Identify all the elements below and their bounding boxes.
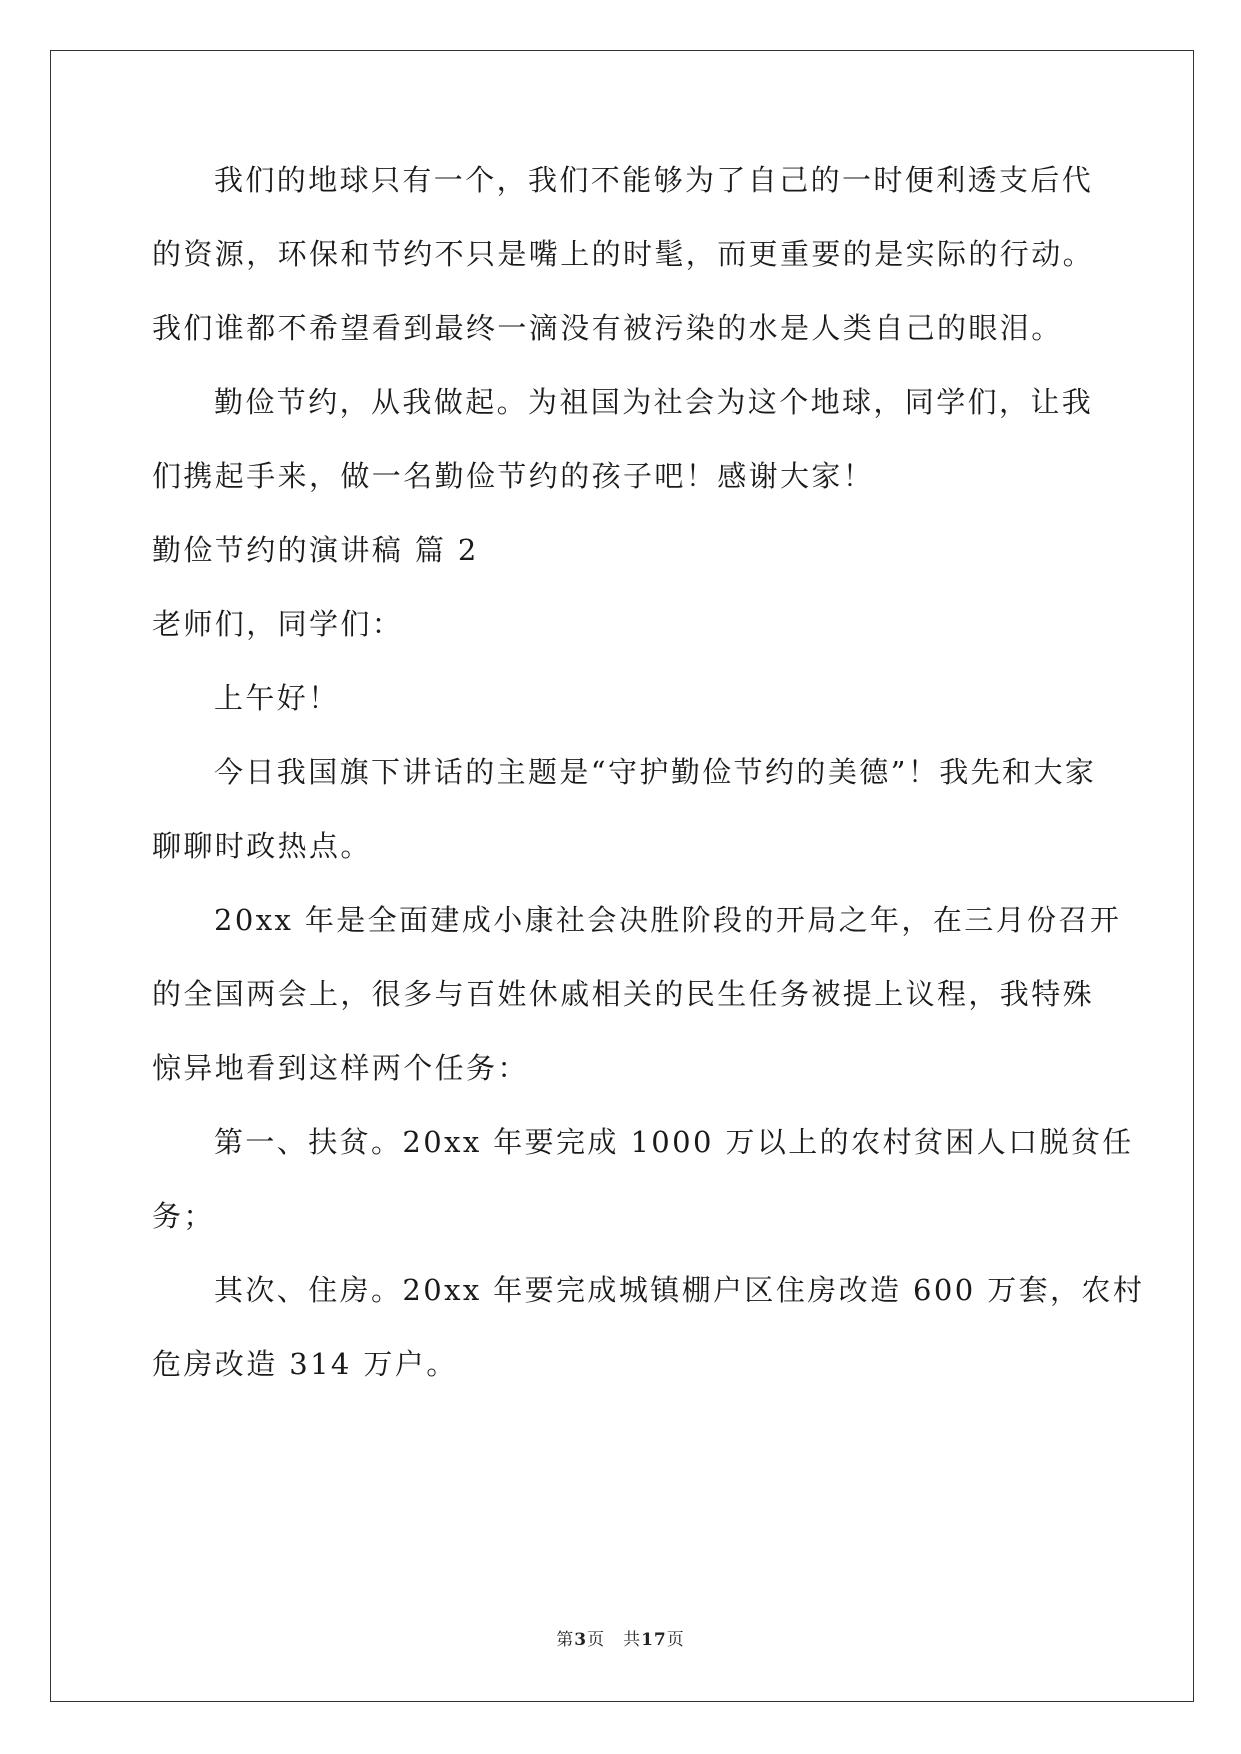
salutation: 老师们，同学们： [152,607,404,641]
paragraph-line: 其次、住房。20xx 年要完成城镇棚户区住房改造 600 万套，农村 [214,1273,1145,1307]
paragraph-line: 们携起手来，做一名勤俭节约的孩子吧！感谢大家！ [152,459,875,493]
paragraph-line: 聊聊时政热点。 [152,829,372,863]
paragraph-line: 今日我国旗下讲话的主题是“守护勤俭节约的美德”！我先和大家 [214,755,1097,789]
paragraph-line: 我们的地球只有一个，我们不能够为了自己的一时便利透支后代 [214,163,1094,197]
paragraph-line: 20xx 年是全面建成小康社会决胜阶段的开局之年，在三月份召开 [214,903,1122,937]
paragraph-line: 勤俭节约，从我做起。为祖国为社会为这个地球，同学们，让我 [214,385,1094,419]
paragraph-line: 的全国两会上，很多与百姓休戚相关的民生任务被提上议程，我特殊 [152,977,1095,1011]
footer-prefix: 第 [556,1630,575,1650]
footer-total-unit: 页 [666,1630,685,1650]
greeting: 上午好！ [214,681,340,715]
paragraph-line: 的资源，环保和节约不只是嘴上的时髦，而更重要的是实际的行动。 [152,237,1095,271]
page-border [50,50,1194,1702]
footer-total-prefix: 共 [623,1630,642,1650]
paragraph-line: 务； [152,1199,215,1233]
footer-page-unit: 页 [587,1630,606,1650]
page-footer [0,1625,1241,1650]
paragraph-line: 惊异地看到这样两个任务： [152,1051,529,1085]
paragraph-line: 危房改造 314 万户。 [152,1347,458,1381]
paragraph-line: 第一、扶贫。20xx 年要完成 1000 万以上的农村贫困人口脱贫任 [214,1125,1134,1159]
paragraph-line: 我们谁都不希望看到最终一滴没有被污染的水是人类自己的眼泪。 [152,311,1063,345]
section-heading: 勤俭节约的演讲稿 篇 2 [152,533,479,567]
total-page-count: 17 [641,1630,667,1650]
current-page-number: 3 [574,1630,588,1650]
